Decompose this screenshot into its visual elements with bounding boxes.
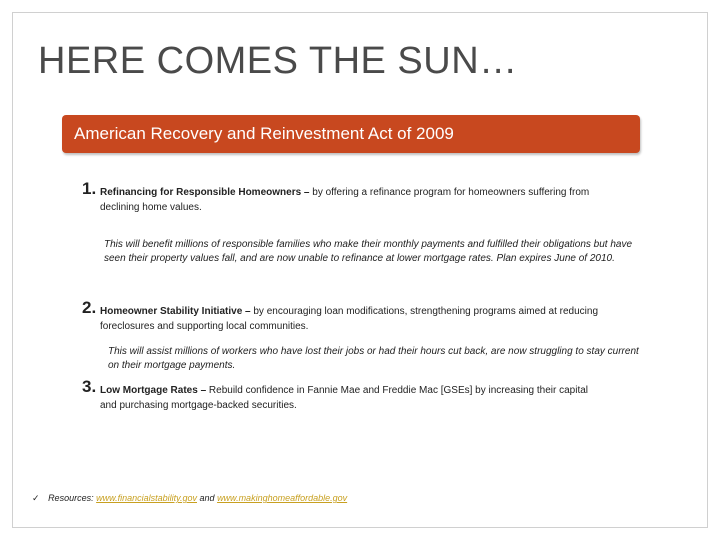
item-note-1: This will benefit millions of responsible families who make their monthly payments and fulfilled their obligations but have seen their property values fall, and are now unable to refinance at lower mortgage rates. Plan expires June of 2010.	[104, 239, 633, 264]
item-number: 3.	[82, 377, 97, 396]
banner-text: American Recovery and Reinvestment Act of 2009	[74, 124, 454, 143]
list-item-1	[82, 179, 652, 215]
checkmark-icon: ✓	[32, 493, 40, 503]
slide-title: HERE COMES THE SUN…	[38, 40, 518, 82]
makinghomeaffordable-link[interactable]: www.makinghomeaffordable.gov	[217, 493, 348, 503]
slide-frame	[12, 12, 708, 528]
resources-and: and	[199, 493, 215, 503]
item-text: Rebuild confidence in Fannie Mae and Freddie Mac [GSEs] by increasing their capital	[206, 385, 589, 396]
item-title: Homeowner Stability Initiative –	[100, 306, 251, 317]
item-number: 2.	[82, 298, 97, 317]
list-item-2	[82, 298, 652, 334]
item-text: by encouraging loan modifications, strengthening programs aimed at reducing	[250, 306, 599, 317]
item-title: Low Mortgage Rates –	[100, 385, 207, 396]
resources-line	[32, 493, 347, 504]
item-number: 1.	[82, 179, 97, 198]
list-item-3	[82, 377, 652, 413]
financialstability-link[interactable]: www.financialstability.gov	[96, 493, 197, 503]
item-title: Refinancing for Responsible Homeowners –	[100, 187, 310, 198]
item-continuation: declining home values.	[100, 202, 202, 213]
act-banner	[62, 115, 640, 153]
item-heading	[82, 383, 652, 398]
item-continuation: foreclosures and supporting local communities.	[100, 321, 309, 332]
item-continuation: and purchasing mortgage-backed securities.	[100, 400, 297, 411]
item-text: by offering a refinance program for homeowners suffering from	[309, 187, 590, 198]
item-heading	[82, 304, 652, 319]
resources-label: Resources:	[48, 493, 94, 503]
item-heading	[82, 185, 652, 200]
item-note-2: This will assist millions of workers who have lost their jobs or had their hours cut back, are now struggling to stay current on their mortgage payments.	[108, 346, 639, 371]
